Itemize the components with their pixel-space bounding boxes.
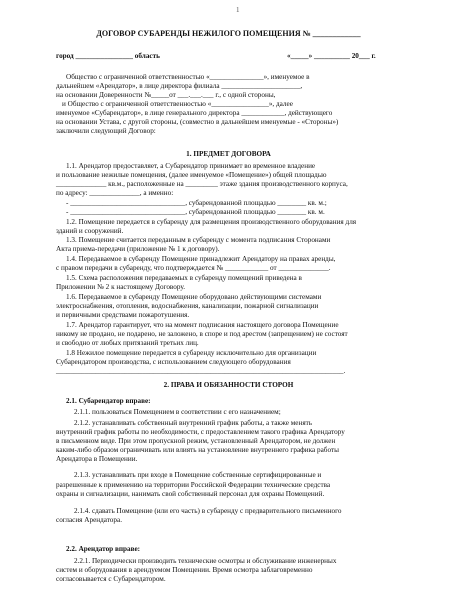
section-1-line: ______________ кв.м., расположенные на _________ этаже здания производственного корпуса, [56,180,348,188]
section-1-line: по адресу: ______________, а именно: [56,189,174,197]
section-1-heading: 1. ПРЕДМЕТ ДОГОВОРА [186,150,271,158]
preamble-line: на основании Доверенности №_____от ___.___.___ г., с одной стороны, [56,91,276,99]
section-1-line: - ________________________________, субарендованной площадью ________ кв. м.; [66,199,327,207]
section-2-line: согласия Арендатора. [56,516,122,524]
section-1-line: и свободно от любых притязаний третьих лиц. [56,339,199,347]
section-1-line: 1.3. Помещение считается переданным в субаренду с момента подписания Сторонами [66,236,331,244]
section-2-line: в письменном виде. При этом пропускной режим, установленный Арендатором, не должен [56,437,336,445]
document-title: ДОГОВОР СУБАРЕНДЫ НЕЖИЛОГО ПОМЕЩЕНИЯ № ____________ [96,29,361,38]
section-1-line: 1.6. Передаваемое в субаренду Помещение оборудовано действующими системами [66,293,322,301]
section-1-line: 1.1. Арендатор предоставляет, а Субарендатор принимает во временное владение [66,162,316,170]
section-2-heading: 2. ПРАВА И ОБЯЗАННОСТИ СТОРОН [163,381,294,389]
section-2-line: 2.1.2. устанавливать собственный внутренний график работы, а также менять [74,419,313,427]
preamble-line: Общество с ограниченной ответственностью «_______________», именуемое в [66,73,310,81]
section-2-line: 2.1.4. сдавать Помещение (или его часть) в субаренду с предварительного письменного [74,507,342,515]
section-1-line: ________________________________________________________________________________. [56,367,346,375]
section-2-line: Арендатора в Помещении. [56,455,138,463]
section-2-line: 2.2.1. Периодически производить технические осмотры и обслуживание инженерных [74,557,337,565]
section-1-line: - ________________________________, субарендованной площадью ________ кв. м. [66,208,325,216]
section-1-line: электроснабжения, отопления, водоснабжения, канализации, пожарной сигнализации [56,302,319,310]
date-field: «_____» __________ 20___ г. [287,52,376,60]
section-2-line: охраны и сигнализации, нанимать свой собственный персонал для охраны Помещений. [56,490,325,498]
preamble-line: именуемое «Субарендатор», в лице генерального директора ____________, действующего [56,109,333,117]
section-2-line: систем и оборудования в арендуемом Помещении. Время осмотра заблаговременно [56,566,313,574]
subsection-2-1-heading: 2.1. Субарендатор вправе: [66,397,151,405]
page-marker: 1 [236,6,240,14]
section-1-line: 1.5. Схема расположения передаваемых в субаренду помещений приведена в [66,274,302,282]
section-2-line: 2.1.3. устанавливать при входе в Помещение собственные сертифицированные и [74,471,322,479]
preamble-line: и Общество с ограниченной ответственностью «________________», далее [62,100,293,108]
section-1-line: никому не продано, не подарено, не заложено, в споре и под арестом (запрещением) не состоят [56,330,348,338]
section-2-line: разрешенные к применению на территории Российской Федерации технические средства [56,481,331,489]
place-field: город ________________ область [56,52,160,60]
section-1-line: Акта приема-передачи (приложение № 1 к договору). [56,245,220,253]
section-2-line: каким-либо образом ограничивать или влиять на установление внутреннего графика работы [56,446,339,454]
preamble-line: заключили следующий Договор: [56,127,156,135]
section-2-line: 2.1.1. пользоваться Помещением в соответствии с его назначением; [74,408,281,416]
section-1-line: и первичными средствами пожаротушения. [56,311,190,319]
section-1-line: зданий и сооружений. [56,227,124,235]
section-1-line: 1.7. Арендатор гарантирует, что на момент подписания настоящего договора Помещение [66,321,339,329]
section-1-line: 1.8 Нежилое помещение передается в субаренду исключительно для организации [66,349,317,357]
section-2-line: согласовывается с Субарендатором. [56,575,166,583]
preamble-line: дальнейшем «Арендатор», в лице директора филиала ______________________, [56,82,303,90]
section-1-line: Приложении № 2 к настоящему Договору. [56,283,186,291]
section-1-line: 1.4. Передаваемое в субаренду Помещение принадлежит Арендатору на правах аренды, [66,255,336,263]
subsection-2-2-heading: 2.2. Арендатор вправе: [66,545,141,553]
section-1-line: и пользование нежилые помещения, (далее именуемое «Помещение») общей площадью [56,171,327,179]
preamble-line: на основании Устава, с другой стороны, (совместно в дальнейшем именуемые - «Стороны») [56,118,339,126]
section-1-line: с правом передачи в субаренду, что подтверждается № ____________ от ______________. [56,264,331,272]
section-1-line: Субарендатором производства, с использованием следующего оборудования [56,358,291,366]
section-2-line: внутренний график работы по необходимости, с предоставлением такого графика Арендатору [56,428,345,436]
section-1-line: 1.2. Помещение передается в субаренду для размещения производственного оборудования для [66,218,357,226]
